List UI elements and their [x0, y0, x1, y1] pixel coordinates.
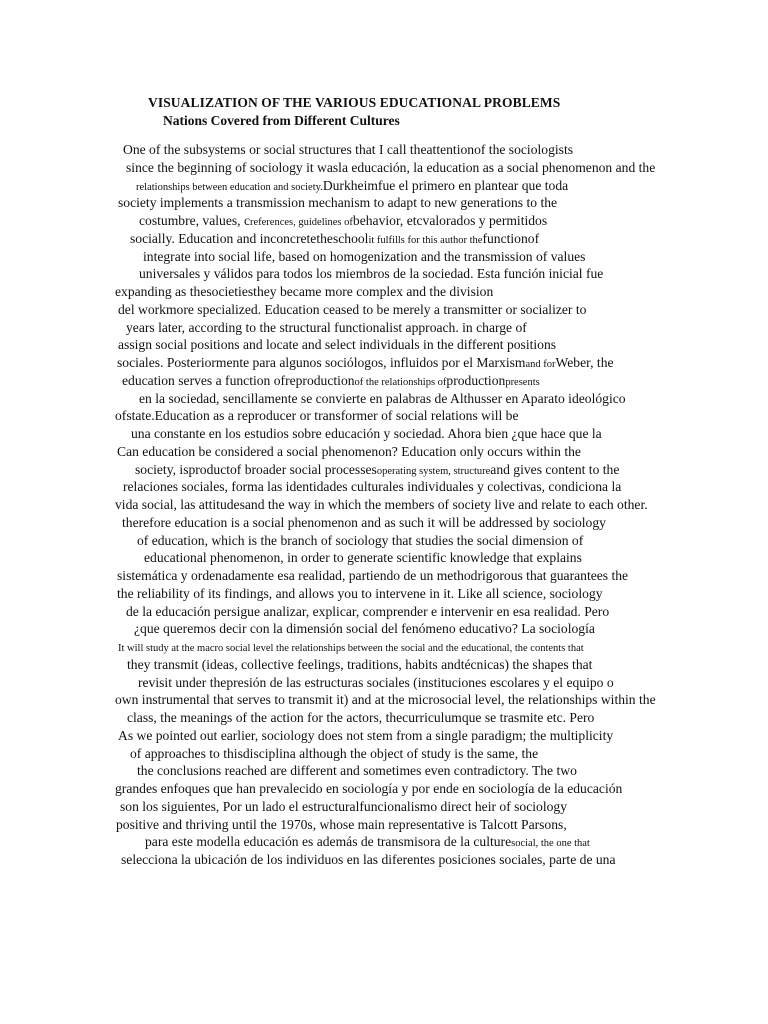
text-run: Can education be considered a social phenomenon? Education only occurs within the — [117, 443, 581, 459]
text-run: assign social positions and locate and select individuals in the different positions — [118, 337, 557, 353]
paragraph-line — [0, 319, 768, 337]
paragraph-line — [0, 532, 768, 550]
paragraph-line — [0, 816, 768, 834]
paragraph-line — [0, 727, 768, 745]
text-run: it fulfills for this author the — [368, 234, 483, 246]
text-run: sistemática y ordenadamente esa realidad, partiendo de un methodrigorous that guarantees the — [117, 568, 629, 583]
paragraph-line — [0, 194, 768, 212]
paragraph-line — [0, 762, 768, 780]
text-run: integrate into social life, based on homogenization and the transmission of values — [143, 248, 586, 264]
text-run: references, guidelines of — [249, 217, 353, 228]
text-run: relaciones sociales, forma las identidades culturales individuales y colectivas, condiciona la — [123, 479, 622, 495]
text-run: sociales. Posteriormente para algunos sociólogos, influidos por el Marxism — [117, 355, 526, 370]
paragraph-line — [0, 354, 768, 372]
paragraph-line — [0, 585, 768, 603]
paragraph-line — [0, 691, 768, 709]
text-run: the reliability of its findings, and allows you to intervene in it. Like all science, sociology — [117, 585, 603, 601]
paragraph-line — [0, 390, 768, 408]
paragraph-line — [0, 496, 768, 514]
paragraph-line — [0, 372, 768, 390]
paragraph-line — [0, 567, 768, 585]
text-run: una constante en los estudios sobre educación y sociedad. Ahora bien ¿que hace que la — [131, 426, 602, 441]
paragraph-line — [0, 674, 768, 692]
text-run: society implements a transmission mechanism to adapt to new generations to the — [118, 195, 558, 211]
text-run: universales y válidos para todos los miembros de la sociedad. Esta función inicial fue — [139, 266, 604, 282]
paragraph-line — [0, 177, 768, 195]
paragraph-line — [0, 301, 768, 319]
text-run: of approaches to thisdisciplina although the object of study is the same, the — [130, 745, 539, 761]
text-run: own instrumental that serves to transmit it) and at the microsocial level, the relationships within the — [115, 692, 656, 708]
text-run: education serves a function of — [122, 372, 286, 388]
document-body — [0, 141, 768, 869]
paragraph-line — [0, 603, 768, 621]
text-run: revisit under thepresión de las estructuras sociales (instituciones escolares y el equipo o — [138, 674, 614, 690]
paragraph-line — [0, 283, 768, 301]
text-run: costumbre, values, c — [139, 213, 250, 228]
paragraph-line — [0, 514, 768, 532]
text-run: relationships between education and society. — [136, 181, 323, 193]
text-run: son los siguientes, Por un lado el estructuralfuncionalismo direct heir of sociology — [120, 798, 567, 814]
text-run: social, the one that — [511, 838, 590, 850]
paragraph-line — [0, 159, 768, 177]
paragraph-line — [0, 443, 768, 461]
paragraph-line — [0, 425, 768, 443]
paragraph-line — [0, 212, 768, 230]
text-run: years later, according to the structural functionalist approach. in charge of — [126, 319, 527, 335]
paragraph-line — [0, 248, 768, 266]
paragraph-line — [0, 336, 768, 354]
text-run: reproduction — [285, 372, 355, 388]
text-run: expanding as thesocietiesthey became more complex and the division — [115, 284, 494, 299]
paragraph-line — [0, 656, 768, 674]
text-run: Durkheimfue el primero en plantear que toda — [322, 177, 569, 193]
text-run: vida social, las attitudesand the way in which the members of society live and relate to each other. — [115, 497, 648, 512]
text-run: socially. Education and inconcretetheschool — [130, 230, 369, 246]
paragraph-line — [0, 230, 768, 248]
text-run: society, isproductof broader social processes — [135, 461, 377, 477]
text-run: As we pointed out earlier, sociology does not stem from a single paradigm; the multiplicity — [118, 727, 614, 743]
text-run: grandes enfoques que han prevalecido en sociología y por ende en sociología de la educación — [115, 781, 623, 796]
text-run: en la sociedad, sencillamente se convierte en palabras de Althusser en Aparato ideológico — [139, 390, 626, 406]
text-run: behavior, etcvalorados y permitidos — [352, 213, 548, 228]
text-run: and for — [525, 359, 556, 370]
text-run: they transmit (ideas, collective feelings, traditions, habits andtécnicas) the shapes that — [127, 656, 593, 672]
text-run: and gives content to the — [490, 461, 620, 477]
paragraph-line — [0, 265, 768, 283]
text-run: of the relationships of — [354, 376, 447, 388]
text-run: educational phenomenon, in order to generate scientific knowledge that explains — [144, 550, 582, 566]
text-run: It will study at the macro social level the relationships between the social and the educational, the contents that — [118, 643, 584, 654]
text-run: of education, which is the branch of sociology that studies the social dimension of — [137, 532, 584, 548]
text-run: production — [446, 372, 506, 388]
paragraph-line — [0, 745, 768, 763]
text-run: the conclusions reached are different and sometimes even contradictory. The two — [137, 763, 577, 779]
text-run: de la educación persigue analizar, explicar, comprender e intervenir en esa realidad. Pero — [126, 603, 610, 619]
paragraph-line — [0, 798, 768, 816]
text-run: functionof — [482, 230, 540, 246]
text-run: therefore education is a social phenomenon and as such it will be addressed by sociology — [122, 514, 606, 530]
text-run: One of the subsystems or social structures that I call theattentionof the sociologists — [123, 142, 574, 157]
document-title: VISUALIZATION OF THE VARIOUS EDUCATIONAL PROBLEMS — [148, 95, 561, 110]
paragraph-line — [0, 638, 768, 656]
text-run: ofstate.Education as a reproducer or transformer of social relations will be — [115, 408, 519, 424]
text-run: para este modella educación es además de transmisora de la culture — [145, 834, 512, 850]
text-run: positive and thriving until the 1970s, whose main representative is Talcott Parsons, — [116, 816, 567, 832]
paragraph-line — [0, 478, 768, 496]
text-run: presents — [505, 376, 540, 388]
paragraph-line — [0, 620, 768, 638]
text-run: selecciona la ubicación de los individuos en las diferentes posiciones sociales, parte de una — [121, 852, 616, 867]
text-run: ¿que queremos decir con la dimensión social del fenómeno educativo? La sociología — [134, 621, 595, 637]
paragraph-line — [0, 407, 768, 425]
paragraph-line — [0, 833, 768, 851]
paragraph-line — [0, 141, 768, 159]
paragraph-line — [0, 549, 768, 567]
text-run: class, the meanings of the action for the actors, thecurriculumque se trasmite etc. Pero — [127, 710, 595, 725]
paragraph-line — [0, 780, 768, 798]
document-subtitle: Nations Covered from Different Cultures — [163, 113, 400, 128]
paragraph-line — [0, 461, 768, 479]
text-run: Weber, the — [555, 355, 614, 370]
text-run: since the beginning of sociology it wasla educación, la education as a social phenomenon and the — [126, 159, 656, 175]
text-run: operating system, structure — [376, 465, 491, 477]
text-run: del workmore specialized. Education ceased to be merely a transmitter or socializer to — [118, 301, 587, 317]
paragraph-line — [0, 709, 768, 727]
paragraph-line — [0, 851, 768, 869]
